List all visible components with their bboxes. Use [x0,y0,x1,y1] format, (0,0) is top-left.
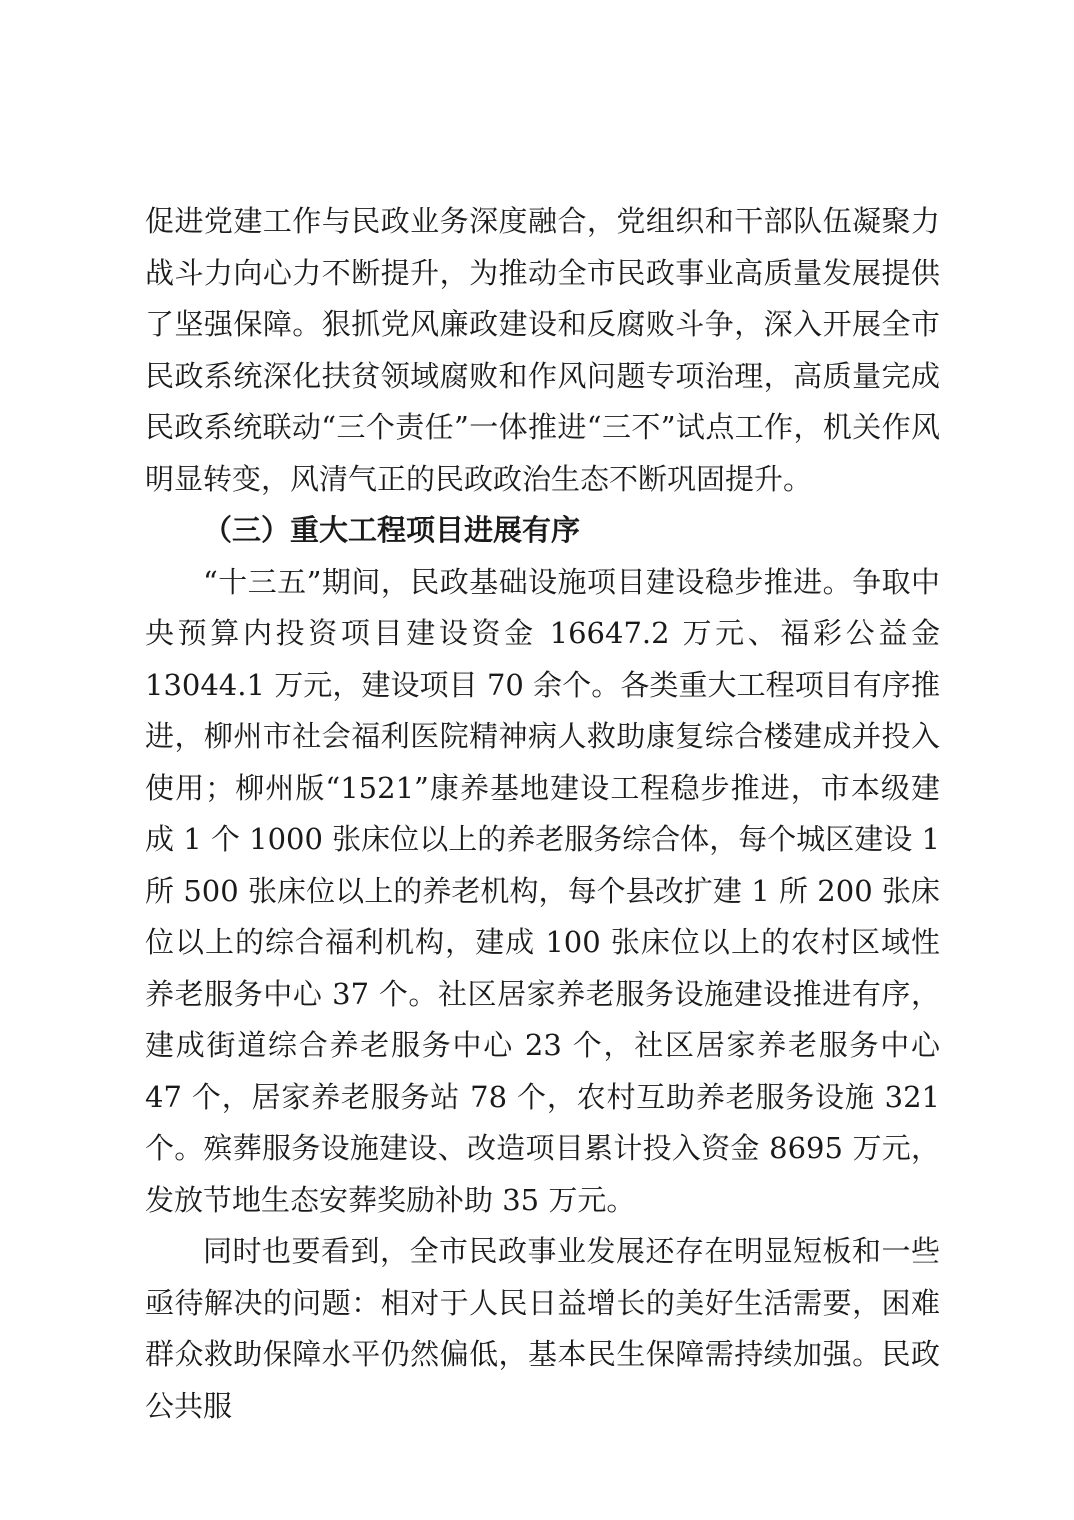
paragraph-body: 同时也要看到，全市民政事业发展还存在明显短板和一些亟待解决的问题：相对于人民日益增长的美好生活需要，困难群众救助保障水平仍然偏低，基本民生保障需持续加强。民政公共服 [145,1234,940,1423]
section-heading: （三）重大工程项目进展有序 [203,513,581,547]
document-body [145,196,940,1432]
paragraph-continuation: 促进党建工作与民政业务深度融合，党组织和干部队伍凝聚力战斗力向心力不断提升，为推动全市民政事业高质量发展提供了坚强保障。狠抓党风廉政建设和反腐败斗争，深入开展全市民政系统深化扶贫领域腐败和作风问题专项治理，高质量完成民政系统联动“三个责任”一体推进“三不”试点工作，机关作风明显转变，风清气正的民政政治生态不断巩固提升。 [145,204,940,496]
paragraph-body: “十三五”期间，民政基础设施项目建设稳步推进。争取中央预算内投资项目建设资金 16647.2 万元、福彩公益金 13044.1 万元，建设项目 70 余个。各类重大工程项目有序推进，柳州市社会福利医院精神病人救助康复综合楼建成并投入使用；柳州版“1521”康养基地建设工程稳步推进，市本级建成 1 个 1000 张床位以上的养老服务综合体，每个城区建设 1 所 500 张床位以上的养老机构，每个县改扩建 1 所 200 张床位以上的综合福利机构，建成 100 张床位以上的农村区域性养老服务中心 37 个。社区居家养老服务设施建设推进有序，建成街道综合养老服务中心 23 个，社区居家养老服务中心 47 个，居家养老服务站 78 个，农村互助养老服务设施 321 个。殡葬服务设施建设、改造项目累计投入资金 8695 万元，发放节地生态安葬奖励补助 35 万元。 [145,564,940,1217]
